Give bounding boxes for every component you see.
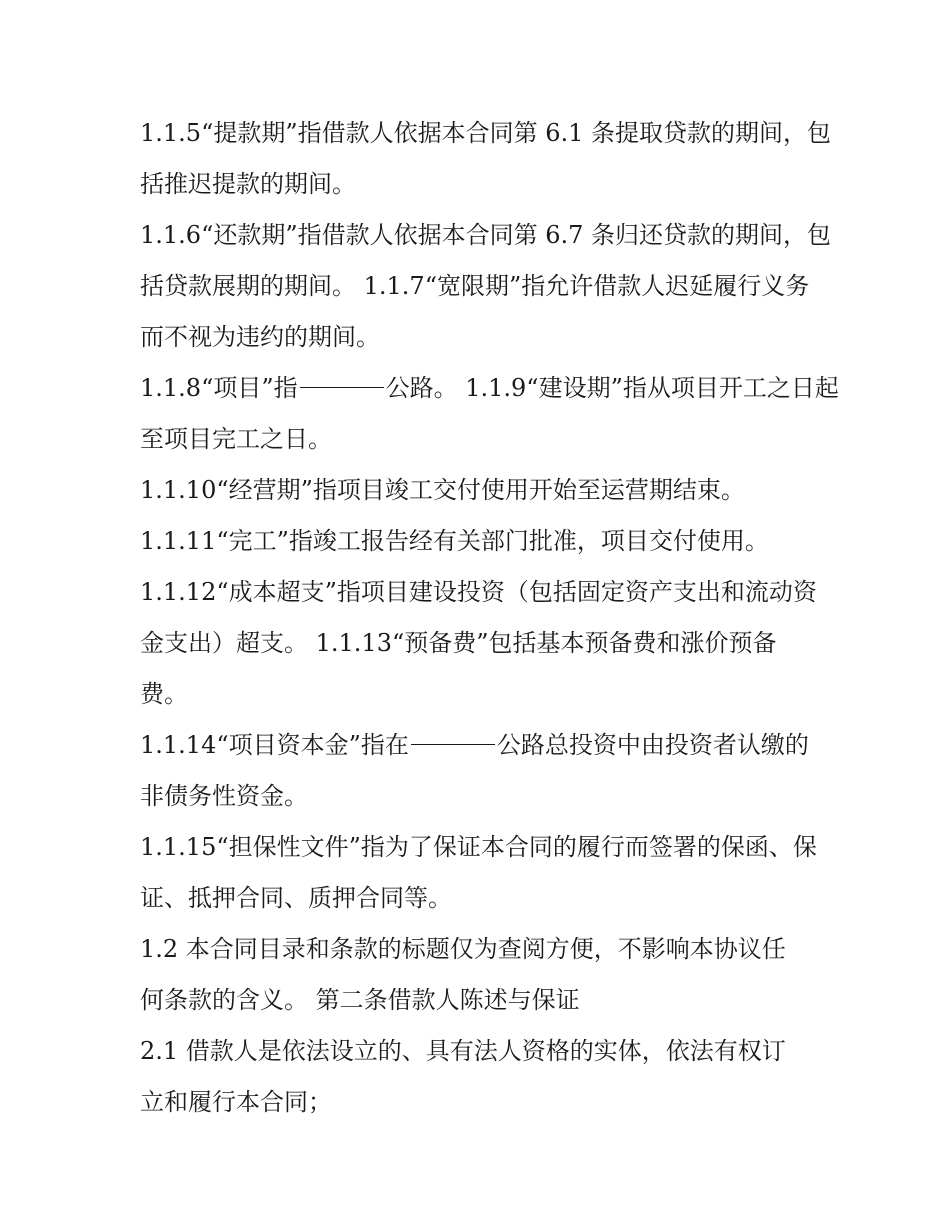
line-text: 括贷款展期的期间。 1.1.7“宽限期”指允许借款人迟延履行义务 [140,272,810,300]
line-text: 1.1.11“完工”指竣工报告经有关部门批准，项目交付使用。 [140,527,769,555]
text-line [140,261,820,312]
line-text: 1.1.5“提款期”指借款人依据本合同第 6.1 条提取贷款的期间，包 [140,119,832,147]
line-text: 1.1.15“担保性文件”指为了保证本合同的履行而签署的保函、保 [140,833,817,861]
line-text: 1.1.8“项目”指 [140,374,298,402]
line-text: 2.1 借款人是依法设立的、具有法人资格的实体，依法有权订 [140,1037,786,1065]
line-text: 立和履行本合同； [140,1088,332,1116]
text-line [140,210,832,261]
text-line [140,1077,820,1128]
text-line [140,414,820,465]
text-line [140,720,820,771]
text-line [140,108,832,159]
text-line [140,567,820,618]
text-line [140,822,820,873]
line-text-continued: 公路总投资中由投资者认缴的 [496,731,809,759]
text-line [140,1026,820,1077]
text-line [140,516,820,567]
line-text-continued: 公路。 1.1.9“建设期”指从项目开工之日起 [385,374,839,402]
document-body [140,108,839,1128]
line-text: 金支出）超支。 1.1.13“预备费”包括基本预备费和涨价预备 [140,629,777,657]
line-text: 1.1.14“项目资本金”指在 [140,731,409,759]
line-text: 1.1.10“经营期”指项目竣工交付使用开始至运营期结束。 [140,476,745,504]
line-text: 证、抵押合同、质押合同等。 [140,884,452,912]
line-text: 至项目完工之日。 [140,425,332,453]
line-text: 1.2 本合同目录和条款的标题仅为查阅方便，不影响本协议任 [140,935,786,963]
text-line [140,924,820,975]
line-text: 1.1.6“还款期”指借款人依据本合同第 6.7 条归还贷款的期间，包 [140,221,832,249]
fill-in-blank [411,743,495,745]
line-text: 何条款的含义。 第二条借款人陈述与保证 [140,986,580,1014]
text-line [140,363,839,414]
text-line [140,669,820,720]
text-line [140,312,820,363]
line-text: 非债务性资金。 [140,782,308,810]
text-line [140,975,820,1026]
text-line [140,873,820,924]
text-line [140,771,820,822]
line-text: 费。 [140,680,188,708]
fill-in-blank [300,386,384,388]
text-line [140,465,820,516]
text-line [140,618,820,669]
text-line [140,159,820,210]
line-text: 括推迟提款的期间。 [140,170,356,198]
line-text: 而不视为违约的期间。 [140,323,380,351]
line-text: 1.1.12“成本超支”指项目建设投资（包括固定资产支出和流动资 [140,578,817,606]
